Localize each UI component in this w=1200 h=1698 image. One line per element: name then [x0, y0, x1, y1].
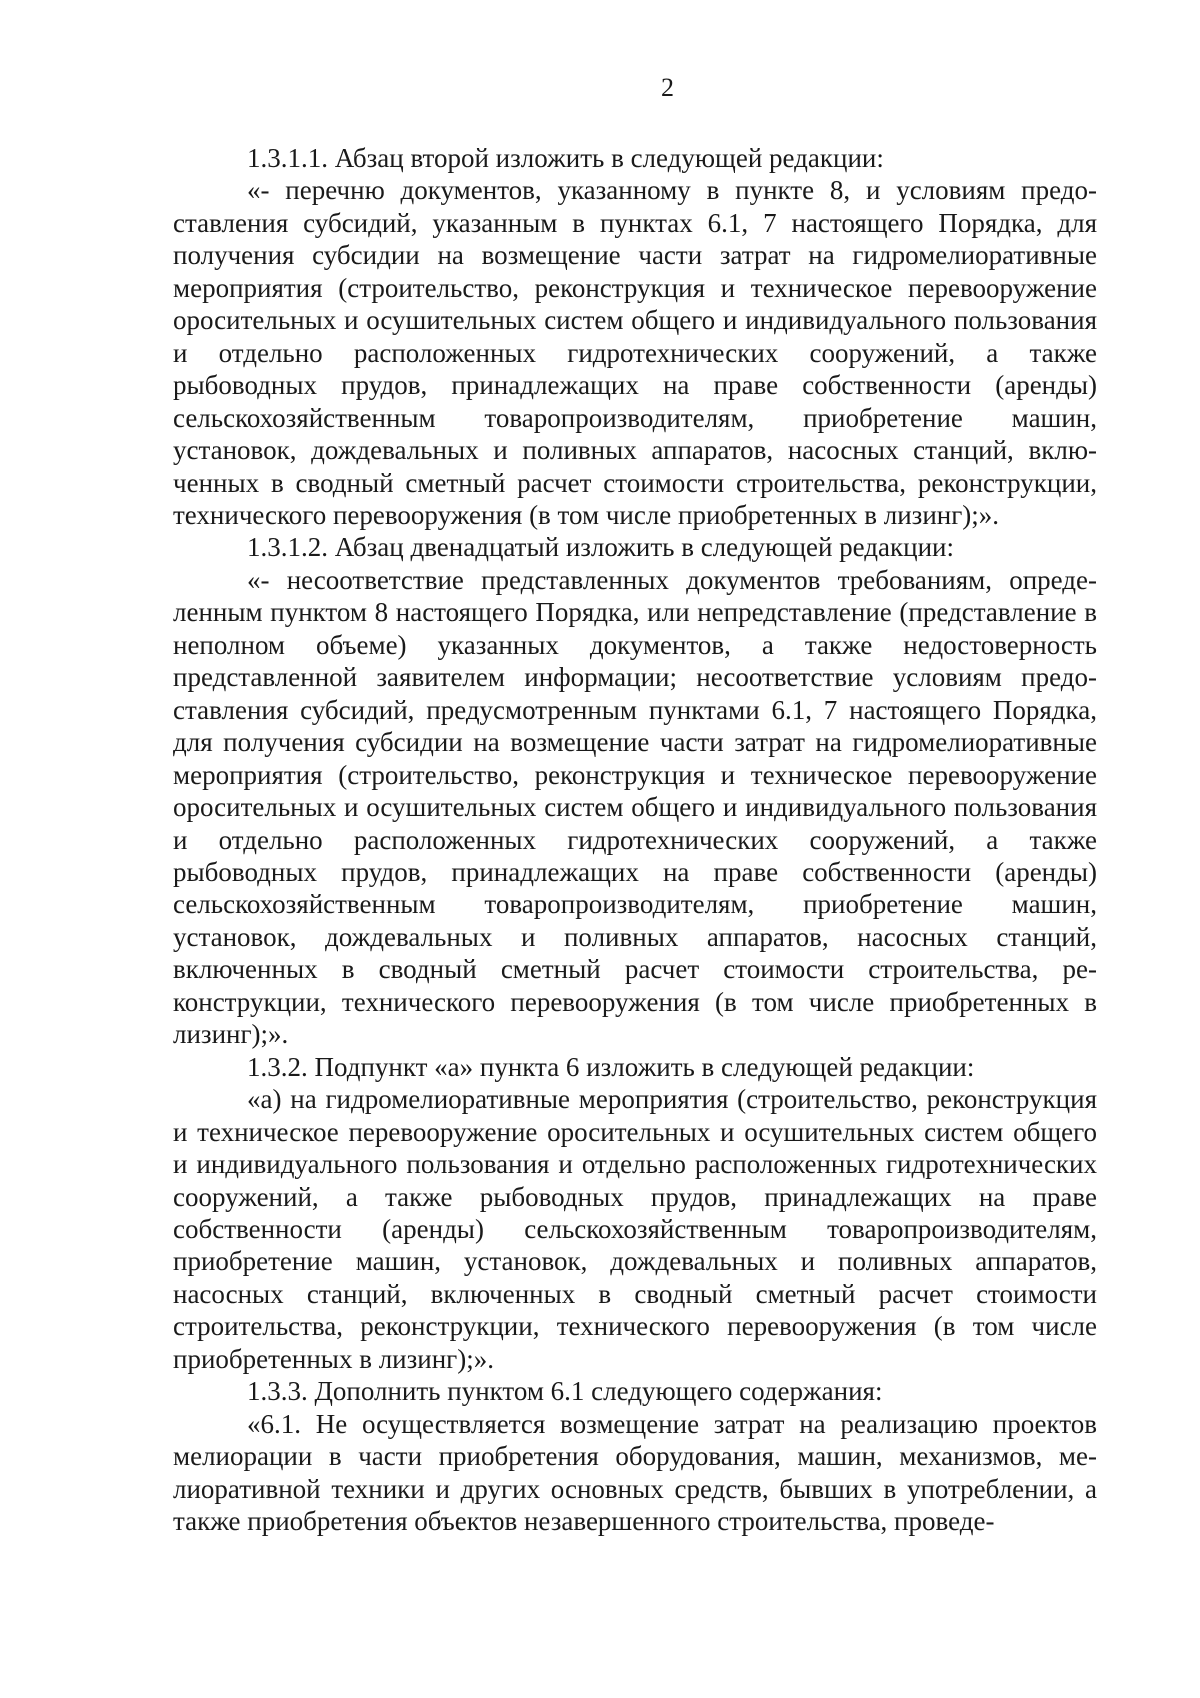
- paragraph-1-3-1-1-text: «- перечню документов, указанному в пункте 8, и условиям предоставления субсидий, указанным в пунктах 6.1, 7 настоящего Порядка, для получения субсидии на возмещение части затрат на гидромелиоративные мероприятия (строительство, реконструкция и техническое перевооружение оросительных и осушительных систем общего и индивидуального пользования и отдельно расположенных гидротехнических сооружений, а также рыбоводных прудов, принадлежащих на праве собственности (аренды) сельскохозяйственным товаропроизводителям, приобретение машин, установок, дождевальных и поливных аппаратов, насосных станций, включенных в сводный сметный расчет стоимости строительства, реконструкции, технического перевооружения (в том числе приобретенных в лизинг);».: [173, 175, 1097, 530]
- paragraph-1-3-2-text: «а) на гидромелиоративные мероприятия (строительство, реконструкция и техническое перевооружение оросительных и осушительных систем общего и индивидуального пользования и отдельно расположенных гидротехнических сооружений, а также рыбоводных прудов, принадлежащих на праве собственности (аренды) сельскохозяйственным товаропроизводителям, приобретение машин, установок, дождевальных и поливных аппаратов, насосных станций, включенных в сводный сметный расчет стоимости строительства, реконструкции, технического перевооружения (в том числе приобретенных в лизинг);».: [173, 1084, 1097, 1374]
- document-body: [173, 142, 1097, 1537]
- paragraph-1-3-3-heading: 1.3.3. Дополнить пунктом 6.1 следующего содержания:: [247, 1376, 883, 1407]
- paragraph-1-3-1-2-heading: 1.3.1.2. Абзац двенадцатый изложить в следующей редакции:: [247, 532, 954, 563]
- paragraph-1-3-3-text: «6.1. Не осуществляется возмещение затрат на реализацию проектов мелиорации в части приобретения оборудования, машин, механизмов, мелиоративной техники и других основных средств, бывших в употреблении, а также приобретения объектов незавершенного строительства, проведе-: [173, 1408, 1097, 1537]
- page-number: 2: [661, 73, 674, 102]
- paragraph-1-3-1-2-text: «- несоответствие представленных документов требованиям, определенным пунктом 8 настоящего Порядка, или непредставление (представление в неполном объеме) указанных документов, а также недостоверность представленной заявителем информации; несоответствие условиям предоставления субсидий, предусмотренным пунктами 6.1, 7 настоящего Порядка, для получения субсидии на возмещение части затрат на гидромелиоративные мероприятия (строительство, реконструкция и техническое перевооружение оросительных и осушительных систем общего и индивидуального пользования и отдельно расположенных гидротехнических сооружений, а также рыбоводных прудов, принадлежащих на праве собственности (аренды) сельскохозяйственным товаропроизводителям, приобретение машин, установок, дождевальных и поливных аппаратов, насосных станций, включенных в сводный сметный расчет стоимости строительства, реконструкции, технического перевооружения (в том числе приобретенных в лизинг);».: [173, 564, 1097, 1050]
- paragraph-1-3-1-1-heading: 1.3.1.1. Абзац второй изложить в следующей редакции:: [247, 143, 884, 173]
- paragraph-1-3-2-heading: 1.3.2. Подпункт «а» пункта 6 изложить в следующей редакции:: [247, 1051, 975, 1082]
